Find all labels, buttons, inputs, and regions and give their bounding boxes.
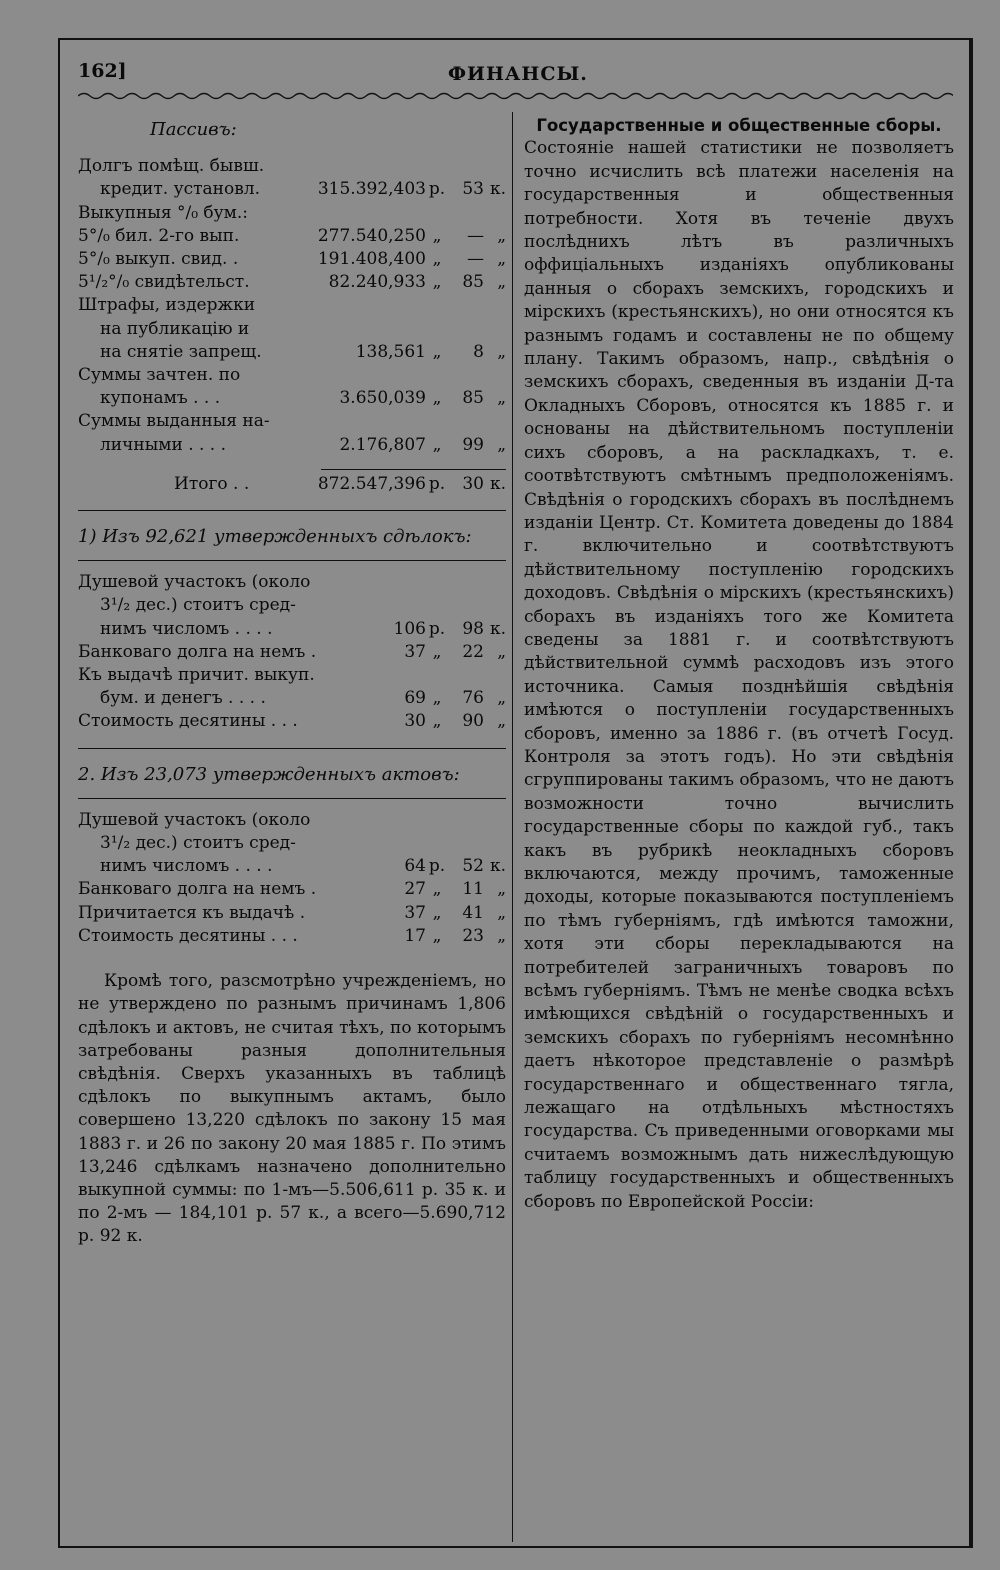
row-label: Банковаго долга на немъ . <box>78 879 317 900</box>
table-row <box>78 473 506 496</box>
row-unit <box>426 832 448 855</box>
right-column <box>524 114 954 1214</box>
row-fraction <box>448 202 484 225</box>
row-label: Душевой участокъ (около <box>78 809 311 830</box>
row-unit: „ <box>432 688 442 709</box>
row-label: Суммы выданныя на- <box>78 411 270 432</box>
section-rule <box>78 510 506 511</box>
row-unit2: к. <box>489 856 506 877</box>
row-label: личными . . . . <box>100 434 227 455</box>
row-fraction: 53 <box>462 179 484 200</box>
table-row <box>78 318 506 341</box>
passive-heading: Пассивъ: <box>150 119 237 140</box>
row-amount: 277.540,250 <box>317 225 426 246</box>
row-amount: 27 <box>404 879 426 900</box>
row-unit2 <box>484 410 506 433</box>
row-amount: 69 <box>404 688 426 709</box>
row-fraction: 41 <box>462 902 484 923</box>
row-fraction: 98 <box>462 618 484 639</box>
row-unit2: к. <box>489 618 506 639</box>
table-row <box>78 155 506 178</box>
table-row <box>78 202 506 225</box>
row-label: купонамъ . . . <box>100 388 221 409</box>
row-unit2 <box>484 202 506 225</box>
table-row <box>78 925 506 948</box>
row-amount: 64 <box>404 856 426 877</box>
row-label: Долгъ помѣщ. бывш. <box>78 156 265 177</box>
running-title: ФИНАНСЫ. <box>448 63 588 85</box>
row-fraction: 30 <box>462 473 484 494</box>
row-unit: р. <box>428 473 446 494</box>
row-label: 3¹/₂ дес.) стоитъ сред- <box>100 595 296 616</box>
row-amount: 3.650,039 <box>339 388 426 409</box>
section-rule <box>78 748 506 749</box>
row-label: Стоимость десятины . . . <box>78 711 298 732</box>
row-unit: р. <box>428 856 446 877</box>
row-unit2 <box>484 318 506 341</box>
row-fraction <box>448 410 484 433</box>
row-amount: 82.240,933 <box>328 272 426 293</box>
table-row <box>78 410 506 433</box>
row-label: Душевой участокъ (около <box>78 572 311 593</box>
right-heading: Государственные и общественные сборы. <box>536 116 942 135</box>
row-unit2 <box>484 809 506 832</box>
row-fraction: — <box>467 249 484 270</box>
row-fraction: 22 <box>462 641 484 662</box>
table-row <box>78 832 506 855</box>
decorative-rule <box>78 88 953 104</box>
row-unit: „ <box>432 434 442 455</box>
total-row <box>78 473 506 496</box>
left-paragraph: Кромѣ того, разсмотрѣно учрежденіемъ, но не утверждено по разнымъ причинамъ 1,806 сдѣлокъ и актовъ, не считая тѣхъ, по которымъ затребованы разныя дополнительныя свѣдѣнія. Сверхъ указанныхъ въ таблицѣ сдѣлокъ по выкупнымъ актамъ, было совершено 13,220 сдѣлокъ по закону 15 мая 1883 г. и 26 по закону 20 мая 1885 г. По этимъ 13,246 сдѣлкамъ назначено дополнительно выкупной суммы: по 1-мъ—5.506,611 р. 35 к. и по 2-мъ — 184,101 р. 57 к., а всего—5.690,712 р. 92 к. <box>78 971 506 1247</box>
row-fraction <box>448 155 484 178</box>
row-unit: р. <box>428 179 446 200</box>
row-unit2 <box>484 571 506 594</box>
row-label: Къ выдачѣ причит. выкуп. <box>78 665 315 686</box>
row-amount: 315.392,403 <box>317 179 426 200</box>
right-text: Состояніе нашей статистики не позволяетъ точно исчислить всѣ платежи населенія на государственныя и общественныя потребности. Хотя въ теченіе двухъ послѣднихъ лѣтъ въ различныхъ оффиціальныхъ изданіяхъ опубликованы данныя о сборахъ земскихъ, городскихъ и мірскихъ (крестьянскихъ), но они относятся къ разнымъ годамъ и составлены не по общему плану. Такимъ образомъ, напр., свѣдѣнія о земскихъ сборахъ, сведенныя въ изданіи Д-та Окладныхъ Сборовъ, относятся къ 1885 г. и основаны на дѣйствительномъ поступленіи сихъ сборовъ, а на раскладкахъ, т. е. соотвѣтствуютъ смѣтнымъ предположеніямъ. Свѣдѣнія о городскихъ сборахъ въ послѣднемъ изданіи Центр. Ст. Комитета доведены до 1884 г. включительно и соотвѣтствуютъ дѣйствительному поступленію городскихъ доходовъ. Свѣдѣнія о мірскихъ (крестьянскихъ) сборахъ въ изданіяхъ того же Комитета сведены за 1881 г. и соотвѣтствуютъ дѣйствительной суммѣ расходовъ изъ этого источника. Самыя позднѣйшія свѣдѣнія имѣются о поступленіи государственныхъ сборовъ, именно за 1886 г. (въ отчетѣ Госуд. Контроля за этотъ годъ). Но эти свѣдѣнія сгруппированы такимъ образомъ, что не даютъ возможности точно вычислить государственные сборы по каждой губ., такъ какъ въ рубрикѣ неокладныхъ сборовъ включаются, между прочимъ, таможенные доходы, которые показываются поступленіемъ по тѣмъ губерніямъ, гдѣ имѣются таможни, хотя эти сборы перекладываются на потребителей заграничныхъ товаровъ по всѣмъ губерніямъ. Тѣмъ не менѣе сводка всѣхъ имѣющихся свѣдѣній о государственныхъ и земскихъ сборахъ по губерніямъ несомнѣнно даетъ нѣкоторое представленіе о размѣрѣ государственнаго и общественнаго тягла, лежащаго на отдѣльныхъ мѣстностяхъ государства. Съ приведенными оговорками мы считаемъ возможнымъ дать нижеслѣдующую таблицу государственныхъ и общественныхъ сборовъ по Европейской Россіи: <box>524 138 954 1212</box>
row-fraction: 11 <box>462 879 484 900</box>
row-label: кредит. установл. <box>100 179 260 200</box>
row-amount: 138,561 <box>355 341 426 362</box>
row-label: 5°/₀ выкуп. свид. . <box>78 249 239 270</box>
row-fraction <box>448 664 484 687</box>
row-unit: „ <box>432 925 442 946</box>
row-unit: „ <box>432 225 442 246</box>
row-unit2: „ <box>497 225 506 246</box>
table-row <box>78 571 506 594</box>
row-unit <box>426 318 448 341</box>
table-row <box>78 902 506 925</box>
row-unit: „ <box>432 711 442 732</box>
row-unit: р. <box>428 618 446 639</box>
row-unit: „ <box>432 249 442 270</box>
row-unit <box>426 294 448 317</box>
row-fraction <box>448 809 484 832</box>
row-unit2: „ <box>497 925 506 946</box>
row-unit: „ <box>432 641 442 662</box>
left-column <box>78 118 506 1249</box>
row-fraction: 85 <box>462 388 484 409</box>
row-unit2: к. <box>489 179 506 200</box>
table-row <box>78 664 506 687</box>
row-unit2: „ <box>497 902 506 923</box>
row-unit: „ <box>432 341 442 362</box>
row-unit2: „ <box>497 434 506 455</box>
table-row <box>78 364 506 387</box>
table-row <box>78 271 506 294</box>
row-label: 3¹/₂ дес.) стоитъ сред- <box>100 833 296 854</box>
row-unit2: „ <box>497 341 506 362</box>
row-fraction <box>448 571 484 594</box>
row-unit2 <box>484 594 506 617</box>
row-unit: „ <box>432 388 442 409</box>
row-unit2 <box>484 832 506 855</box>
row-unit2: „ <box>497 711 506 732</box>
table-row <box>78 710 506 733</box>
section1-heading: 1) Изъ 92,621 утвержденныхъ сдѣлокъ: <box>78 526 472 548</box>
passive-table <box>78 155 506 457</box>
row-unit <box>426 809 448 832</box>
row-fraction: 76 <box>462 688 484 709</box>
section-rule <box>78 798 506 799</box>
row-unit2: „ <box>497 388 506 409</box>
table-row <box>78 434 506 457</box>
row-fraction: 52 <box>462 856 484 877</box>
row-fraction <box>448 318 484 341</box>
row-unit <box>426 571 448 594</box>
row-fraction: — <box>467 225 484 246</box>
row-amount: 37 <box>404 902 426 923</box>
row-fraction <box>448 294 484 317</box>
total-rule <box>321 469 506 470</box>
right-frame-line <box>969 38 971 1548</box>
page-number: 162] <box>78 60 127 82</box>
row-unit <box>426 664 448 687</box>
row-label: бум. и денегъ . . . . <box>100 688 266 709</box>
row-amount: 191.408,400 <box>317 249 426 270</box>
table-row <box>78 178 506 201</box>
row-unit2: „ <box>497 272 506 293</box>
row-unit <box>426 410 448 433</box>
row-label: Причитается къ выдачѣ . <box>78 902 306 923</box>
row-label: Банковаго долга на немъ . <box>78 641 317 662</box>
row-unit: „ <box>432 272 442 293</box>
table-row <box>78 294 506 317</box>
row-unit2 <box>484 294 506 317</box>
section2-table <box>78 809 506 948</box>
column-divider <box>512 112 513 1542</box>
table-row <box>78 248 506 271</box>
row-label: 5¹/₂°/₀ свидѣтельст. <box>78 272 250 293</box>
row-amount: 872.547,396 <box>317 473 426 494</box>
table-row <box>78 687 506 710</box>
table-row <box>78 855 506 878</box>
row-label: Суммы зачтен. по <box>78 365 241 386</box>
row-unit: „ <box>432 902 442 923</box>
row-unit <box>426 202 448 225</box>
row-unit2 <box>484 664 506 687</box>
row-unit2 <box>484 155 506 178</box>
row-label: Итого . . <box>174 473 250 494</box>
row-unit <box>426 155 448 178</box>
row-unit2: „ <box>497 641 506 662</box>
table-row <box>78 225 506 248</box>
row-fraction <box>448 832 484 855</box>
row-fraction: 99 <box>462 434 484 455</box>
row-label: 5°/₀ бил. 2-го вып. <box>78 225 240 246</box>
row-label: на публикацію и <box>100 318 250 339</box>
row-fraction: 8 <box>473 341 484 362</box>
row-unit: „ <box>432 879 442 900</box>
row-amount: 106 <box>393 618 426 639</box>
row-fraction: 85 <box>462 272 484 293</box>
row-fraction: 90 <box>462 711 484 732</box>
table-row <box>78 618 506 641</box>
row-label: Выкупныя °/₀ бум.: <box>78 202 249 223</box>
table-row <box>78 387 506 410</box>
section2-heading: 2. Изъ 23,073 утвержденныхъ актовъ: <box>78 763 460 785</box>
row-unit2 <box>484 364 506 387</box>
row-amount: 2.176,807 <box>339 434 426 455</box>
table-row <box>78 341 506 364</box>
section1-table <box>78 571 506 733</box>
row-amount: 30 <box>404 711 426 732</box>
table-row <box>78 641 506 664</box>
row-label: нимъ числомъ . . . . <box>100 618 273 639</box>
row-unit2: „ <box>497 879 506 900</box>
table-row <box>78 594 506 617</box>
row-label: Стоимость десятины . . . <box>78 925 298 946</box>
row-amount: 17 <box>404 925 426 946</box>
row-unit2: „ <box>497 688 506 709</box>
row-unit2: к. <box>489 473 506 494</box>
row-fraction: 23 <box>462 925 484 946</box>
row-label: Штрафы, издержки <box>78 295 256 316</box>
table-row <box>78 809 506 832</box>
section-rule <box>78 560 506 561</box>
row-unit2: „ <box>497 249 506 270</box>
row-fraction <box>448 364 484 387</box>
row-amount: 37 <box>404 641 426 662</box>
table-row <box>78 878 506 901</box>
row-unit <box>426 364 448 387</box>
row-fraction <box>448 594 484 617</box>
row-label: на снятіе запрещ. <box>100 341 262 362</box>
row-label: нимъ числомъ . . . . <box>100 856 273 877</box>
row-unit <box>426 594 448 617</box>
